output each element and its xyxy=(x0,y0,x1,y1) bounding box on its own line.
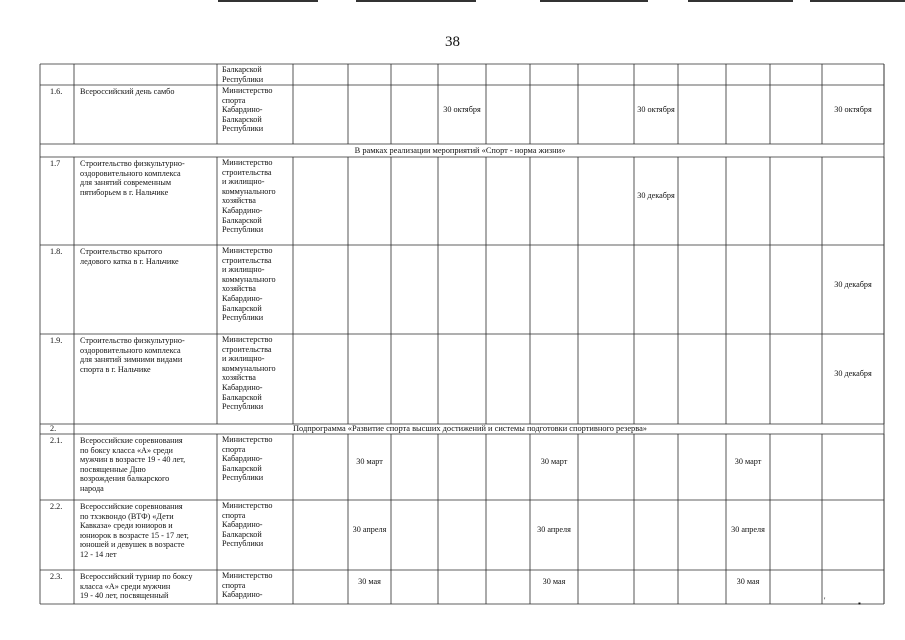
deadline-date: 30 октября xyxy=(834,104,872,114)
row-executor: Министерство спорта Кабардино- xyxy=(222,571,273,600)
page-number: 38 xyxy=(445,34,460,50)
deadline-date: 30 апреля xyxy=(537,525,571,534)
row-executor: Министерство строительства и жилищно- коммунального хозяйства Кабардино- Балкарской Республики xyxy=(222,246,276,323)
deadline-date: 30 мая xyxy=(736,577,760,586)
deadline-date: 30 декабря xyxy=(834,279,872,289)
deadline-date: 30 март xyxy=(540,457,568,466)
deadline-date: 30 мая xyxy=(358,577,381,586)
margin-mark: ▪ xyxy=(858,599,861,608)
row-name: Всероссийские соревнования по тхэквондо (ВТФ) «Дети Кавказа» среди юниоров и юниорок в возрасте 15 - 17 лет, юношей и девушек в возрасте 12 - 14 лет xyxy=(80,502,189,559)
row-number: 2.1. xyxy=(50,436,63,445)
row-executor: Министерство спорта Кабардино- Балкарской Республики xyxy=(222,501,273,549)
row-executor: Министерство строительства и жилищно- коммунального хозяйства Кабардино- Балкарской Республики xyxy=(222,158,276,235)
margin-mark: ' xyxy=(824,596,826,605)
row-name: Строительство физкультурно- оздоровительного комплекса для занятий зимними видами спорта в г. Нальчике xyxy=(80,336,185,374)
section-header-sport-norm: В рамках реализации мероприятий «Спорт - норма жизни» xyxy=(354,146,566,155)
row-number: 1.6. xyxy=(50,87,63,96)
row-number: 2.3. xyxy=(50,572,63,581)
row-name: Всероссийский день самбо xyxy=(80,87,175,96)
deadline-date: 30 октября xyxy=(443,104,481,114)
row-name: Строительство крытого ледового катка в г. Нальчике xyxy=(80,247,179,266)
deadline-date: 30 март xyxy=(734,457,762,466)
deadline-date: 30 март xyxy=(356,457,383,466)
row-executor: Министерство спорта Кабардино- Балкарской Республики xyxy=(222,435,273,483)
row-name: Всероссийский турнир по боксу класса «А» среди мужчин 19 - 40 лет, посвященный xyxy=(80,572,193,601)
deadline-date: 30 октября xyxy=(637,104,675,114)
deadline-date: 30 декабря xyxy=(637,191,675,200)
row-executor: Министерство строительства и жилищно- коммунального хозяйства Кабардино- Балкарской Республики xyxy=(222,335,276,412)
row-name: Строительство физкультурно- оздоровительного комплекса для занятий современным пятиборьем в г. Нальчике xyxy=(80,159,185,197)
section-header-subprogram: Подпрограмма «Развитие спорта высших достижений и системы подготовки спортивного резерва» xyxy=(293,424,647,433)
row-name: Всероссийские соревнования по боксу класса «А» среди мужчин в возрасте 19 - 40 лет, посвященные Дню возрождения балкарского народа xyxy=(80,436,186,493)
row-number: 1.9. xyxy=(50,336,63,345)
deadline-date: 30 апреля xyxy=(731,525,765,534)
row-number: 2.2. xyxy=(50,502,63,511)
row-number: 1.7 xyxy=(50,159,61,168)
row-executor: Министерство спорта Кабардино- Балкарской Республики xyxy=(222,86,273,134)
deadline-date: 30 мая xyxy=(542,577,566,586)
deadline-date: 30 декабря xyxy=(834,369,872,378)
row-number: 1.8. xyxy=(50,247,63,256)
subprogram-number: 2. xyxy=(50,424,57,433)
deadline-date: 30 апреля xyxy=(352,525,387,534)
row-executor: Балкарской Республики xyxy=(222,65,264,84)
